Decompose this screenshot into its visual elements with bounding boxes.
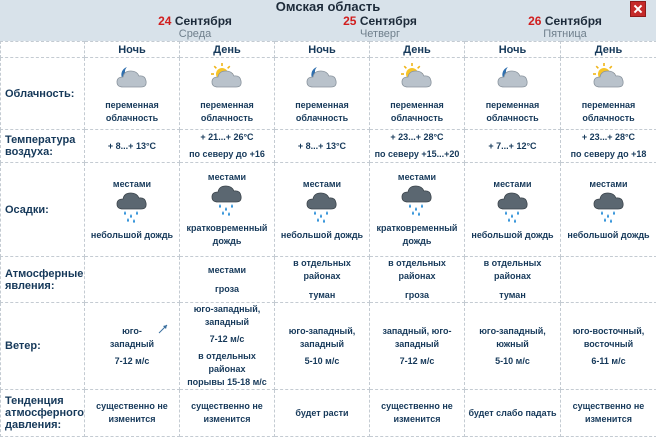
precip-qualifier: местами [275, 178, 369, 191]
row-label-temp: Температура воздуха: [1, 130, 85, 163]
wind-direction: юго-западный, [180, 303, 274, 316]
wind-direction: юго-западный, [275, 325, 369, 338]
forecast-table [0, 41, 656, 437]
corner-cell [1, 42, 85, 58]
cloud-text: облачность [465, 112, 560, 125]
sun-cloud-icon [398, 63, 436, 93]
pressure-text: изменится [561, 413, 656, 426]
cloud-text: переменная [275, 99, 369, 112]
temp-cell [180, 130, 275, 163]
region-title: Омская область [0, 0, 656, 14]
precip-text: кратковременный [180, 222, 274, 235]
wind-arrow-icon [157, 323, 169, 335]
wind-gust: порывы 15-18 м/с [180, 376, 274, 389]
wind-direction: западный [180, 316, 274, 329]
period-header: День [561, 42, 656, 58]
cloud-cell [85, 58, 180, 130]
wind-speed: 7-12 м/с [85, 355, 179, 368]
atm-cell [370, 257, 465, 303]
pressure-text: изменится [180, 413, 274, 426]
temp-value: + 7...+ 12°C [465, 140, 560, 153]
pressure-cell [275, 390, 370, 437]
precip-row [1, 163, 656, 257]
day-month: Сентября [545, 14, 602, 28]
precip-text: кратковременный [370, 222, 464, 235]
temp-value: + 23...+ 28°C [561, 131, 656, 144]
temp-value: + 8...+ 13°C [85, 140, 179, 153]
row-label-wind: Ветер: [1, 303, 85, 390]
day-number: 26 [528, 14, 541, 28]
precip-text: небольшой дождь [85, 229, 179, 242]
temp-cell [561, 130, 656, 163]
atm-text: в отдельных районах [370, 257, 464, 283]
precip-qualifier: местами [370, 171, 464, 184]
atm-row [1, 257, 656, 303]
precip-cell [370, 163, 465, 257]
pressure-text: существенно не [85, 400, 179, 413]
wind-speed: 7-12 м/с [370, 355, 464, 368]
moon-cloud-icon [303, 63, 341, 93]
pressure-text: изменится [85, 413, 179, 426]
precip-qualifier: местами [180, 171, 274, 184]
wind-row [1, 303, 656, 390]
period-header: День [370, 42, 465, 58]
temp-value: + 23...+ 28°C [370, 131, 464, 144]
row-label-precip: Осадки: [1, 163, 85, 257]
precip-qualifier: местами [465, 178, 560, 191]
pressure-cell [85, 390, 180, 437]
day-weekday: Пятница [470, 28, 656, 41]
cloud-cell [561, 58, 656, 130]
day-number: 25 [343, 14, 356, 28]
temp-cell [275, 130, 370, 163]
atm-text: местами [180, 264, 274, 277]
wind-direction: западный [275, 338, 369, 351]
period-header: Ночь [85, 42, 180, 58]
cloud-text: переменная [465, 99, 560, 112]
temp-row [1, 130, 656, 163]
day-weekday: Среда [100, 28, 290, 41]
precip-text: дождь [180, 235, 274, 248]
rain-cloud-icon [590, 191, 628, 225]
day-month: Сентября [175, 14, 232, 28]
cloud-cell [275, 58, 370, 130]
wind-direction: юго- [85, 325, 179, 338]
day-number: 24 [158, 14, 171, 28]
precip-qualifier: местами [561, 178, 656, 191]
precip-cell [180, 163, 275, 257]
atm-cell [85, 257, 180, 303]
cloud-text: облачность [180, 112, 274, 125]
atm-cell [275, 257, 370, 303]
pressure-cell [561, 390, 656, 437]
moon-cloud-icon [113, 63, 151, 93]
precip-text: небольшой дождь [465, 229, 560, 242]
period-header: День [180, 42, 275, 58]
sun-cloud-icon [590, 63, 628, 93]
wind-speed: 7-12 м/с [180, 333, 274, 346]
cloud-text: переменная [561, 99, 656, 112]
wind-direction: восточный [561, 338, 656, 351]
wind-direction: юго-западный, [465, 325, 560, 338]
cloud-text: переменная [370, 99, 464, 112]
moon-cloud-icon [494, 63, 532, 93]
atm-text: гроза [370, 289, 464, 302]
atm-text: туман [465, 289, 560, 302]
wind-direction: западный, юго- [370, 325, 464, 338]
period-row [1, 42, 656, 58]
wind-speed: 5-10 м/с [465, 355, 560, 368]
period-header: Ночь [275, 42, 370, 58]
pressure-text: существенно не [370, 400, 464, 413]
rain-cloud-icon [303, 191, 341, 225]
temp-note: по северу до +18 [561, 148, 656, 161]
pressure-text: существенно не [180, 400, 274, 413]
precip-qualifier: местами [85, 178, 179, 191]
cloud-row [1, 58, 656, 130]
period-header: Ночь [465, 42, 561, 58]
wind-direction: юго-восточный, [561, 325, 656, 338]
rain-cloud-icon [208, 184, 246, 218]
cloud-text: облачность [370, 112, 464, 125]
pressure-cell [180, 390, 275, 437]
cloud-text: переменная [180, 99, 274, 112]
cloud-cell [465, 58, 561, 130]
precip-cell [465, 163, 561, 257]
precip-text: небольшой дождь [275, 229, 369, 242]
precip-text: дождь [370, 235, 464, 248]
pressure-text: изменится [370, 413, 464, 426]
forecast-header [0, 0, 656, 41]
pressure-text: существенно не [561, 400, 656, 413]
wind-cell [370, 303, 465, 390]
rain-cloud-icon [398, 184, 436, 218]
cloud-cell [370, 58, 465, 130]
day-month: Сентября [360, 14, 417, 28]
row-label-cloud: Облачность: [1, 58, 85, 130]
atm-cell [561, 257, 656, 303]
wind-cell [180, 303, 275, 390]
sun-cloud-icon [208, 63, 246, 93]
wind-direction: западный [370, 338, 464, 351]
precip-text: небольшой дождь [561, 229, 656, 242]
wind-direction: южный [465, 338, 560, 351]
wind-cell [275, 303, 370, 390]
row-label-atm: Атмосферные явления: [1, 257, 85, 303]
wind-cell [85, 303, 180, 390]
wind-direction: западный [85, 338, 179, 351]
wind-speed: 5-10 м/с [275, 355, 369, 368]
wind-speed: 6-11 м/с [561, 355, 656, 368]
temp-value: + 8...+ 13°C [275, 140, 369, 153]
atm-text: в отдельных районах [465, 257, 560, 283]
wind-gust: в отдельных [180, 350, 274, 363]
atm-text: гроза [180, 283, 274, 296]
row-label-pressure: Тенденция атмосферного давления: [1, 390, 85, 437]
atm-cell [180, 257, 275, 303]
precip-cell [85, 163, 180, 257]
temp-note: по северу +15...+20 [370, 148, 464, 161]
temp-cell [85, 130, 180, 163]
temp-cell [465, 130, 561, 163]
rain-cloud-icon [494, 191, 532, 225]
day-header-2 [285, 14, 475, 41]
temp-cell [370, 130, 465, 163]
temp-note: по северу до +16 [180, 148, 274, 161]
pressure-text: будет слабо падать [465, 407, 560, 420]
cloud-cell [180, 58, 275, 130]
wind-cell [561, 303, 656, 390]
atm-cell [465, 257, 561, 303]
day-header-3 [470, 14, 656, 41]
atm-text: туман [275, 289, 369, 302]
pressure-cell [465, 390, 561, 437]
cloud-text: облачность [561, 112, 656, 125]
rain-cloud-icon [113, 191, 151, 225]
pressure-cell [370, 390, 465, 437]
atm-text: в отдельных районах [275, 257, 369, 283]
pressure-row [1, 390, 656, 437]
cloud-text: переменная [85, 99, 179, 112]
temp-value: + 21...+ 26°C [180, 131, 274, 144]
wind-gust: районах [180, 363, 274, 376]
pressure-text: будет расти [275, 407, 369, 420]
cloud-text: облачность [275, 112, 369, 125]
day-header-1 [100, 14, 290, 41]
precip-cell [275, 163, 370, 257]
wind-cell [465, 303, 561, 390]
precip-cell [561, 163, 656, 257]
cloud-text: облачность [85, 112, 179, 125]
day-weekday: Четверг [285, 28, 475, 41]
